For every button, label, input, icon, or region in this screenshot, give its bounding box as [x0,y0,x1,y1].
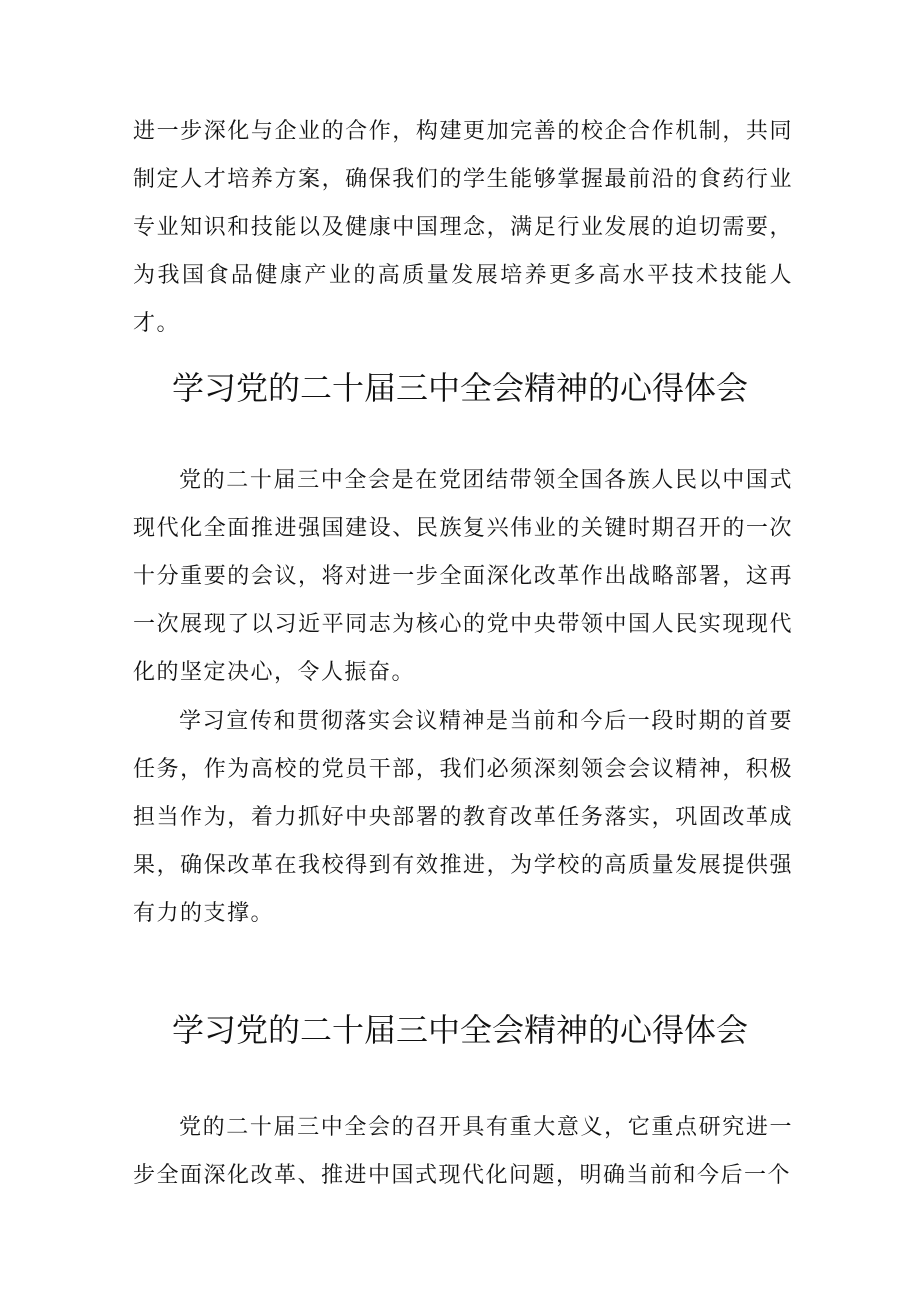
section-1-paragraph-1: 党的二十届三中全会是在党团结带领全国各族人民以中国式现代化全面推进强国建设、民族复兴伟业的关键时期召开的一次十分重要的会议，将对进一步全面深化改革作出战略部署，这再一次展现了以习近平同志为核心的党中央带领中国人民实现现代化的坚定决心，令人振奋。 [133,468,793,685]
section-1-paragraph-2: 学习宣传和贯彻落实会议精神是当前和今后一段时期的首要任务，作为高校的党员干部，我们必须深刻领会会议精神，积极担当作为，着力抓好中央部署的教育改革任务落实，巩固改革成果，确保改革在我校得到有效推进，为学校的高质量发展提供强有力的支撑。 [133,709,793,926]
section-2-paragraph-1: 党的二十届三中全会的召开具有重大意义，它重点研究进一步全面深化改革、推进中国式现代化问题，明确当前和今后一个 [133,1115,793,1188]
intro-paragraph: 进一步深化与企业的合作，构建更加完善的校企合作机制，共同制定人才培养方案，确保我们的学生能够掌握最前沿的食药行业专业知识和技能以及健康中国理念，满足行业发展的迫切需要，为我国食品健康产业的高质量发展培养更多高水平技术技能人才。 [133,119,793,336]
section-title-1: 学习党的二十届三中全会精神的心得体会 [171,369,748,407]
section-title-2: 学习党的二十届三中全会精神的心得体会 [171,1011,748,1049]
